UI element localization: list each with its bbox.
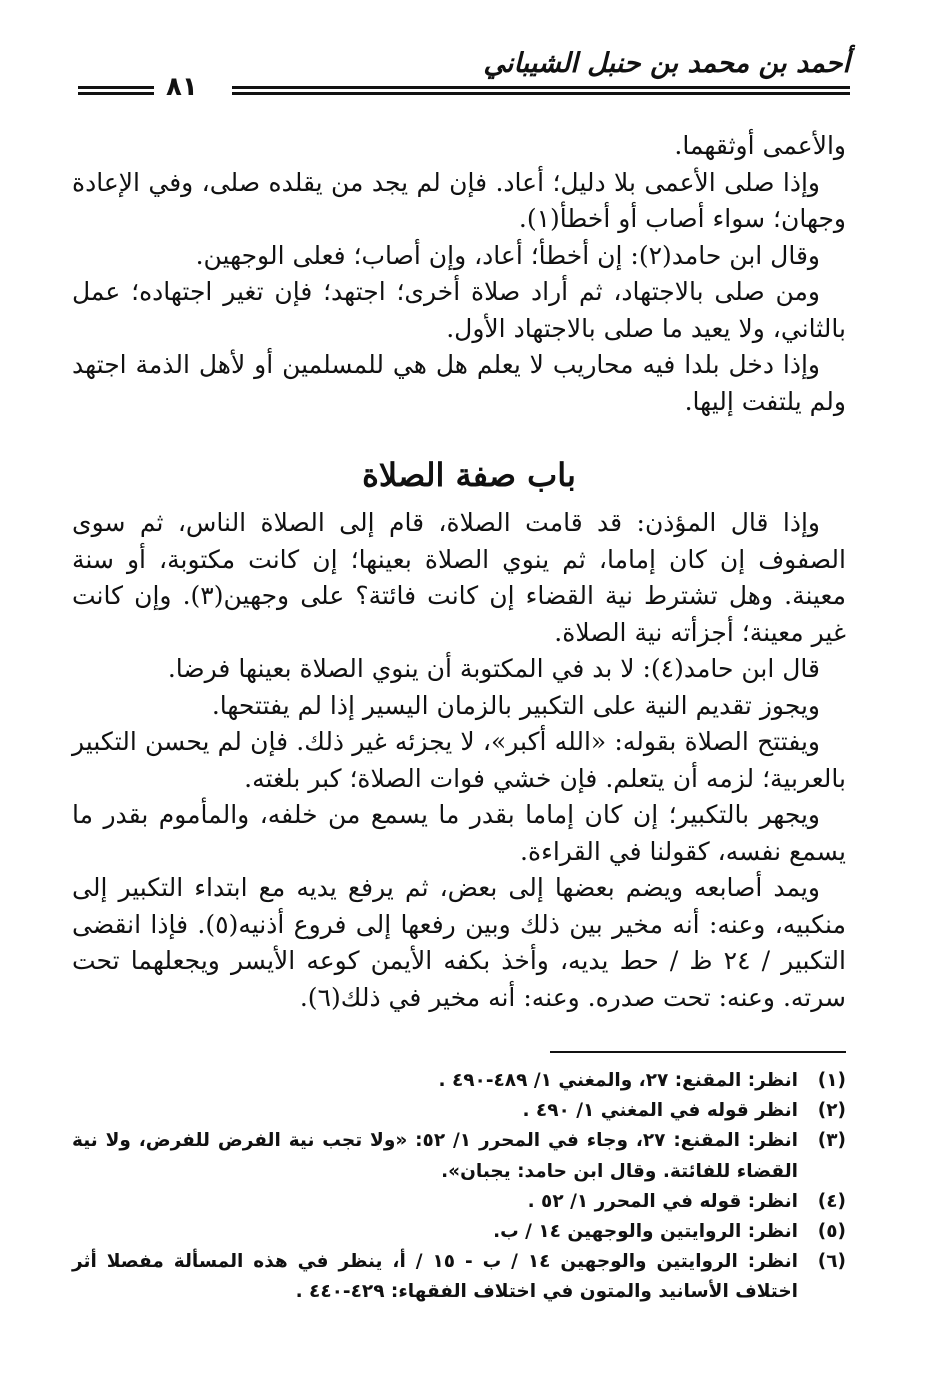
paragraph: قال ابن حامد(٤): لا بد في المكتوبة أن ينوي الصلاة بعينها فرضا. (167, 654, 820, 683)
footnote (72, 1126, 846, 1186)
footnote (72, 1247, 846, 1307)
paragraph: ويمد أصابعه ويضم بعضها إلى بعض، ثم يرفع يديه مع ابتداء التكبير إلى منكبيه، وعنه: أنه مخير بين ذلك وبين رفعها إلى فروع أذنيه(٥). فإذا انقضى التكبير / ٢٤ ظ / حط يديه، وأخذ بكفه الأيمن كوعه الأيسر ويجعلهما تحت سرته. وعنه: تحت صدره. وعنه: أنه مخير في ذلك(٦). (72, 873, 846, 1012)
section-text-block (72, 505, 846, 1016)
paragraph: ويفتتح الصلاة بقوله: «الله أكبر»، لا يجزئه غير ذلك. فإن لم يحسن التكبير بالعربية؛ لزمه أن يتعلم. فإن خشي فوات الصلاة؛ كبر بلغته. (72, 727, 846, 793)
footnote-text: انظر: المقنع: ٢٧، والمغني ١/ ٤٨٩-٤٩٠ . (438, 1070, 798, 1091)
section-heading: باب صفة الصلاة (362, 456, 576, 494)
paragraph: ويجوز تقديم النية على التكبير بالزمان اليسير إذا لم يفتتحها. (211, 690, 820, 720)
footnote-number: (٦) (817, 1251, 846, 1273)
footnote-number: (٣) (817, 1130, 846, 1152)
paragraph: والأعمى أوثقهما. (674, 131, 846, 160)
paragraph: وإذا دخل بلدا فيه محاريب لا يعلم هل هي للمسلمين أو لأهل الذمة اجتهد ولم يلتفت إليها. (72, 350, 846, 416)
running-header-title: أحمد بن محمد بن حنبل الشيباني (483, 48, 850, 79)
top-text-block (72, 128, 846, 420)
footnote-text: انظر: الروايتين والوجهين ١٤ / ب. (493, 1221, 798, 1243)
header-rule-long (232, 86, 850, 95)
paragraph: وإذا صلى الأعمى بلا دليل؛ أعاد. فإن لم يجد من يقلده صلى، وفي الإعادة وجهان؛ سواء أصاب أو أخطأ(١). (72, 167, 846, 233)
footnote-number: (٢) (817, 1100, 846, 1122)
paragraph: ويجهر بالتكبير؛ إن كان إماما بقدر ما يسمع من خلفه، والمأموم بقدر ما يسمع نفسه، كقولنا في القراءة. (72, 800, 846, 866)
footnote-text: انظر: المقنع: ٢٧، وجاء في المحرر ١/ ٥٢: «ولا تجب نية الفرض للفرض، ولا نية القضاء للفائتة. وقال ابن حامد: يجبان». (72, 1130, 799, 1182)
header-rule-short (78, 86, 154, 95)
footnote-number: (٥) (817, 1221, 846, 1243)
footnote (72, 1187, 846, 1217)
footnote-text: انظر: قوله في المحرر ١/ ٥٢ . (527, 1190, 798, 1212)
paragraph: ومن صلى بالاجتهاد، ثم أراد صلاة أخرى؛ اجتهد؛ فإن تغير اجتهاده؛ عمل بالثاني، ولا يعيد ما صلى بالاجتهاد الأول. (72, 277, 846, 343)
footnote-number: (١) (817, 1070, 846, 1091)
footnote-separator (550, 1051, 846, 1053)
footnote (72, 1096, 846, 1126)
page-number: ٨١ (166, 72, 198, 102)
footnote-number: (٤) (817, 1190, 846, 1212)
footnote (72, 1217, 846, 1247)
footnotes (72, 1066, 846, 1308)
footnote-text: انظر قوله في المغني ١/ ٤٩٠ . (522, 1100, 798, 1122)
footnote-text: انظر: الروايتين والوجهين ١٤ / ب - ١٥ / أ، ينظر في هذه المسألة مفصلا أثر اختلاف الأسانيد والمتون في اختلاف الفقهاء: ٤٢٩-٤٤٠ . (72, 1251, 798, 1303)
paragraph: وقال ابن حامد(٢): إن أخطأ؛ أعاد، وإن أصاب؛ فعلى الوجهين. (195, 240, 820, 270)
paragraph: وإذا قال المؤذن: قد قامت الصلاة، قام إلى الصلاة الناس، ثم سوى الصفوف إن كان إماما، ثم ينوي الصلاة بعينها؛ إن كانت مكتوبة، أو سنة معينة. وهل تشترط نية القضاء إن كانت فائتة؟ على وجهين(٣). وإن كانت غير معينة؛ أجزأته نية الصلاة. (72, 508, 847, 647)
footnote (72, 1066, 846, 1096)
